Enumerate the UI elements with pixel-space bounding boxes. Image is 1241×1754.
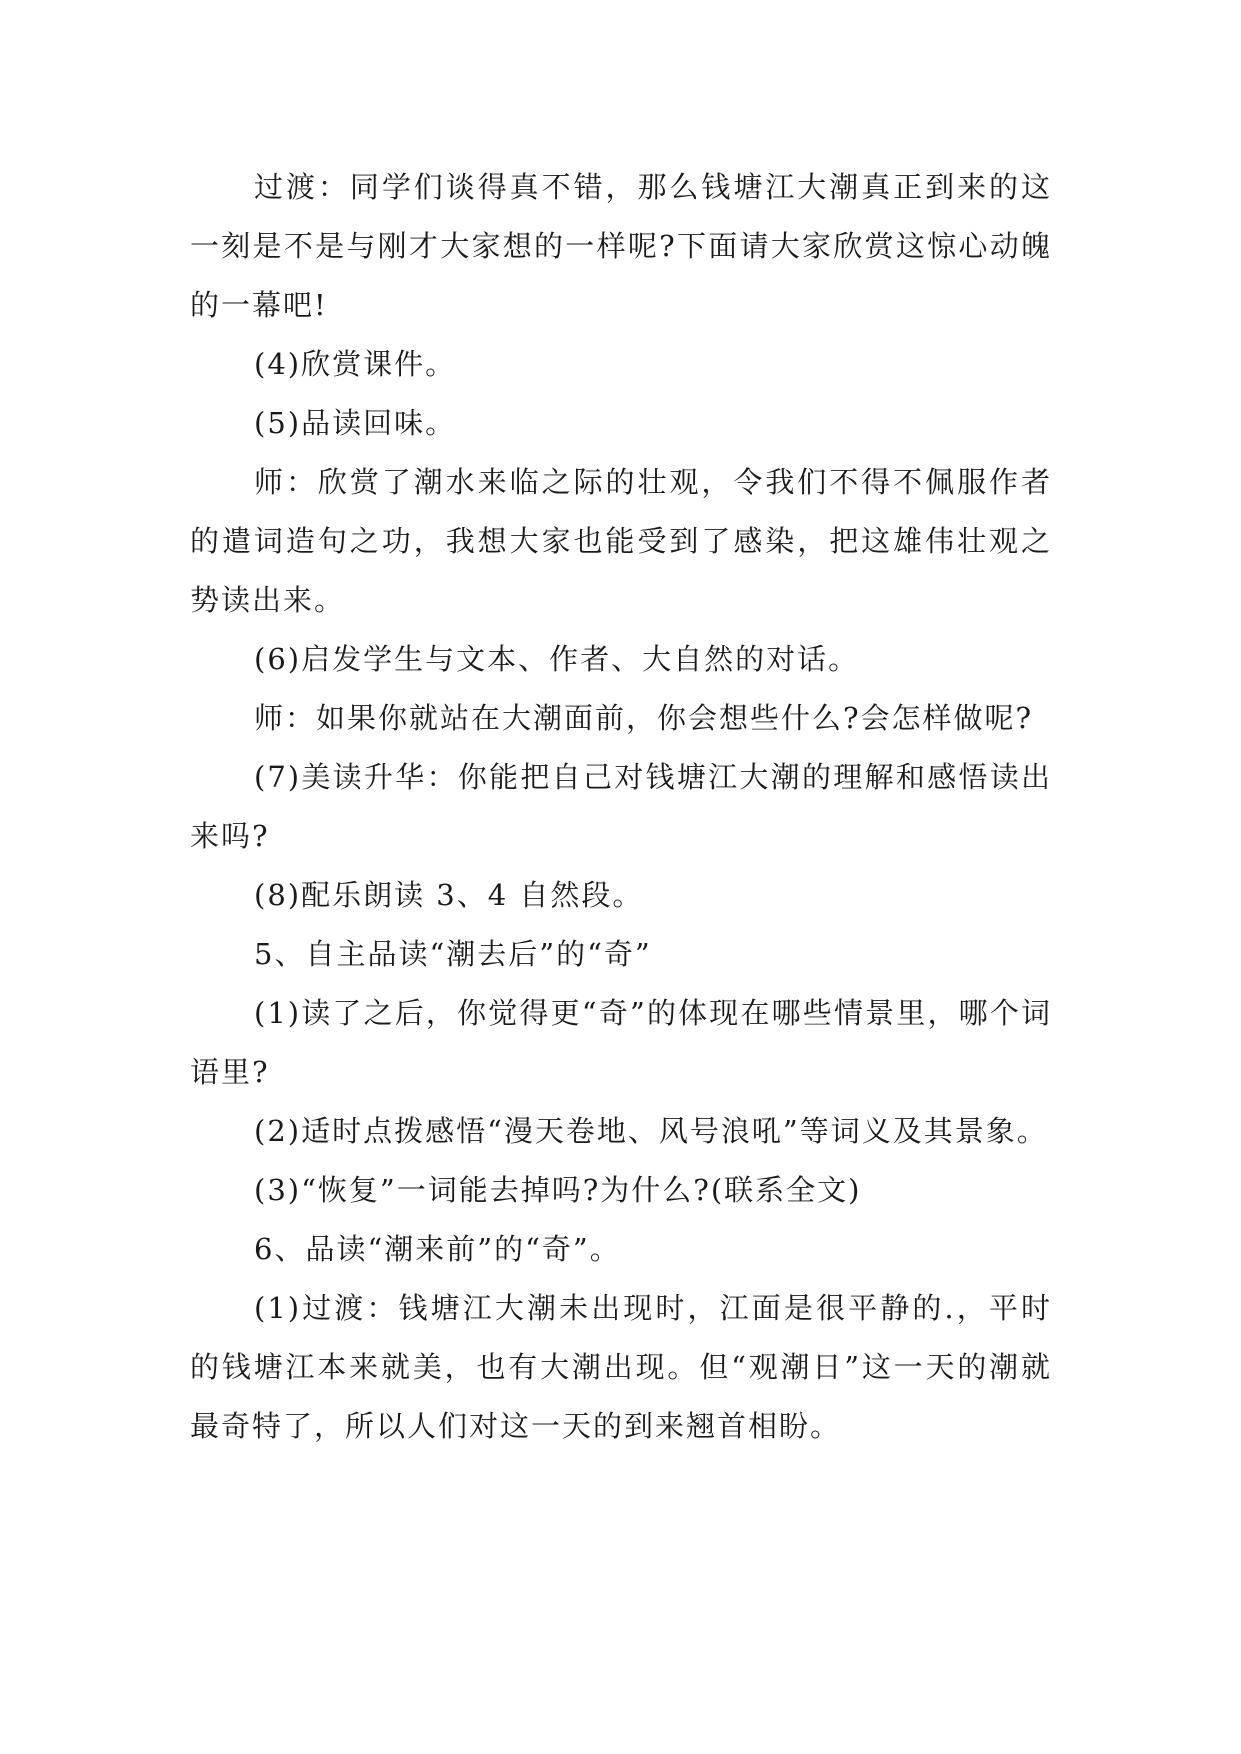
paragraph-5-3: (3)“恢复”一词能去掉吗?为什么?(联系全文) bbox=[254, 1173, 862, 1207]
paragraph-step-8: (8)配乐朗读 3、4 自然段。 bbox=[254, 878, 644, 912]
paragraph-step-5: (5)品读回味。 bbox=[254, 406, 457, 440]
paragraph-5-1: (1)读了之后，你觉得更“奇”的体现在哪些情景里，哪个词语里? bbox=[190, 996, 1052, 1089]
paragraph-step-6: (6)启发学生与文本、作者、大自然的对话。 bbox=[254, 642, 860, 676]
section-heading-6: 6、品读“潮来前”的“奇”。 bbox=[254, 1232, 621, 1266]
document-body bbox=[190, 158, 1052, 1456]
section-heading-5: 5、自主品读“潮去后”的“奇” bbox=[254, 937, 652, 971]
paragraph-teacher-appreciation: 师：欣赏了潮水来临之际的壮观，令我们不得不佩服作者的遣词造句之功，我想大家也能受到了感染，把这雄伟壮观之势读出来。 bbox=[190, 465, 1052, 617]
paragraph-6-1: (1)过渡：钱塘江大潮未出现时，江面是很平静的.，平时的钱塘江本来就美，也有大潮出现。但“观潮日”这一天的潮就最奇特了，所以人们对这一天的到来翘首相盼。 bbox=[190, 1291, 1052, 1443]
paragraph-step-7: (7)美读升华：你能把自己对钱塘江大潮的理解和感悟读出来吗? bbox=[190, 760, 1052, 853]
paragraph-5-2: (2)适时点拨感悟“漫天卷地、风号浪吼”等词义及其景象。 bbox=[254, 1114, 1048, 1148]
paragraph-teacher-question: 师：如果你就站在大潮面前，你会想些什么?会怎样做呢? bbox=[254, 701, 1034, 735]
paragraph-step-4: (4)欣赏课件。 bbox=[254, 347, 457, 381]
paragraph-transition: 过渡：同学们谈得真不错，那么钱塘江大潮真正到来的这一刻是不是与刚才大家想的一样呢?下面请大家欣赏这惊心动魄的一幕吧! bbox=[190, 170, 1052, 322]
